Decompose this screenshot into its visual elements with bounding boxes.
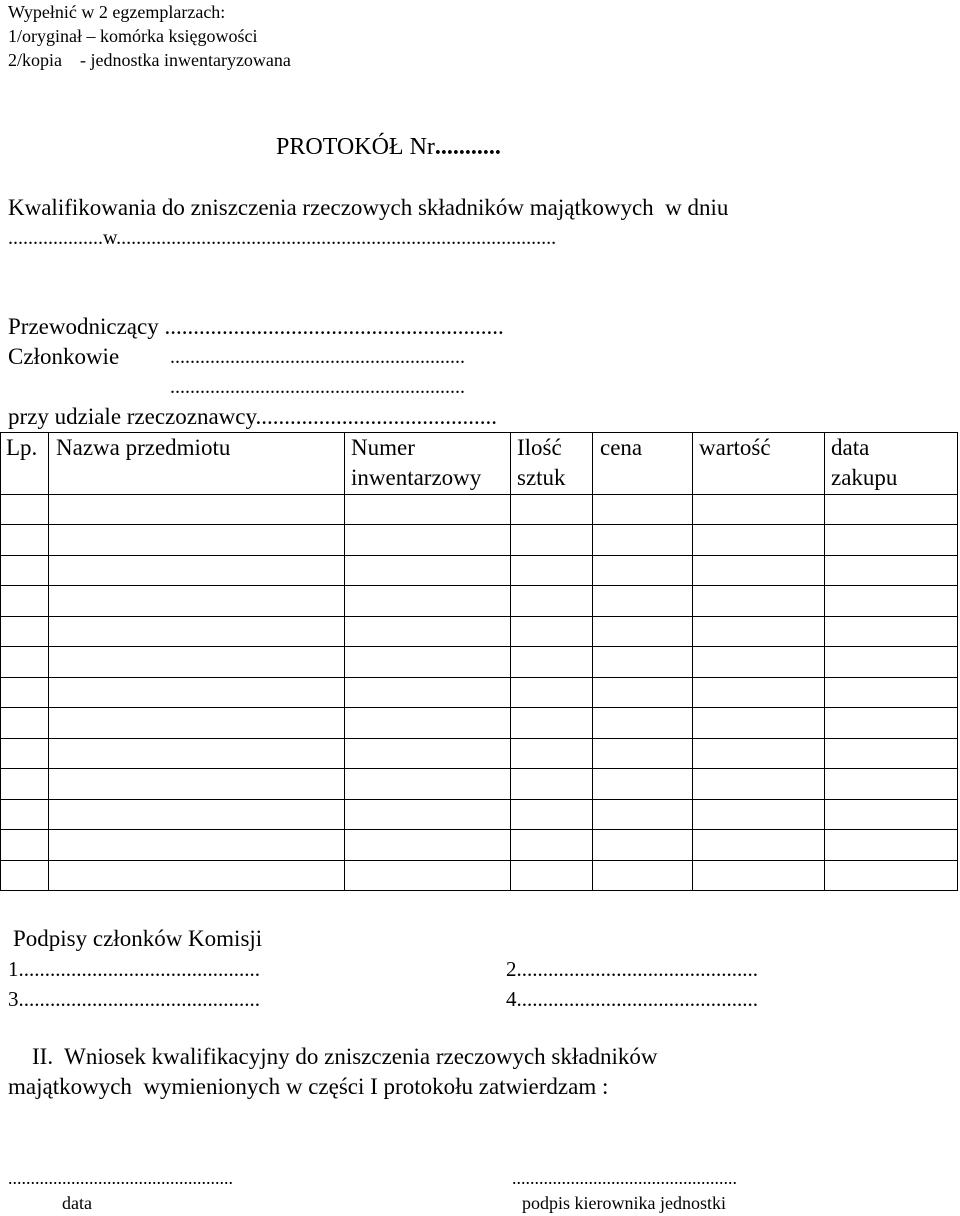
signature-2: 2.............................................. xyxy=(506,957,758,981)
table-col-divider xyxy=(344,432,345,891)
table-col-divider xyxy=(592,432,593,891)
chairman-line: Przewodniczący ........................................................... xyxy=(8,314,504,339)
title-label: PROTOKÓŁ Nr xyxy=(276,134,435,160)
table-row-divider xyxy=(0,555,958,556)
table-row-divider xyxy=(0,860,958,861)
header-item-name: Nazwa przedmiotu xyxy=(56,435,231,460)
approval-line2: majątkowych wymienionych w części I protokołu zatwierdzam : xyxy=(8,1074,609,1099)
table-border-right xyxy=(957,432,958,891)
table-col-divider xyxy=(692,432,693,891)
table-row-divider xyxy=(0,677,958,678)
items-table xyxy=(0,432,958,891)
header-lp: Lp. xyxy=(6,435,38,460)
date-label: data xyxy=(62,1193,92,1213)
header-note-line2: 1/oryginał – komórka księgowości xyxy=(8,26,258,46)
table-col-divider xyxy=(48,432,49,891)
signature-3: 3.............................................. xyxy=(8,987,260,1011)
page-title xyxy=(276,134,501,161)
table-row-divider xyxy=(0,646,958,647)
table-col-divider xyxy=(510,432,511,891)
header-inventory-number-line2: inwentarzowy xyxy=(351,465,482,490)
header-inventory-number-line1: Numer xyxy=(351,435,415,460)
header-purchase-date-line1: data xyxy=(831,435,870,460)
table-row-divider xyxy=(0,585,958,586)
header-purchase-date-line2: zakupu xyxy=(831,465,898,490)
date-signature-dots: .................................................. xyxy=(8,1168,233,1188)
head-signature-dots: .................................................. xyxy=(512,1168,737,1188)
table-row-divider xyxy=(0,829,958,830)
table-col-divider xyxy=(824,432,825,891)
members-dots-2: ........................................................... xyxy=(170,376,465,398)
signature-4: 4.............................................. xyxy=(506,987,758,1011)
table-row-divider xyxy=(0,616,958,617)
table-header-divider xyxy=(0,494,958,495)
table-row-divider xyxy=(0,524,958,525)
header-price: cena xyxy=(600,435,643,460)
header-quantity-line1: Ilość xyxy=(517,435,562,460)
head-signature-label: podpis kierownika jednostki xyxy=(522,1193,726,1213)
subtitle-line1: Kwalifikowania do zniszczenia rzeczowych składników majątkowych w dniu xyxy=(8,195,729,220)
header-value: wartość xyxy=(699,435,771,460)
expert-line: przy udziale rzeczoznawcy.......................................... xyxy=(8,404,498,429)
signature-1: 1.............................................. xyxy=(8,957,260,981)
table-border-left xyxy=(0,432,1,891)
header-note-line1: Wypełnić w 2 egzemplarzach: xyxy=(8,2,226,22)
signatures-title: Podpisy członków Komisji xyxy=(13,926,263,951)
members-dots-1: ........................................................... xyxy=(170,346,465,368)
table-row-divider xyxy=(0,799,958,800)
approval-line1: II. Wniosek kwalifikacyjny do zniszczenia rzeczowych składników xyxy=(32,1044,658,1069)
table-row-divider xyxy=(0,707,958,708)
header-quantity-line2: sztuk xyxy=(517,465,566,490)
table-border-bottom xyxy=(0,890,958,891)
table-row-divider xyxy=(0,738,958,739)
title-dots: ........... xyxy=(434,134,501,160)
members-label: Członkowie xyxy=(8,344,120,369)
subtitle-line2: ...................w........................................................................................ xyxy=(8,227,557,249)
table-row-divider xyxy=(0,768,958,769)
header-note-line3: 2/kopia - jednostka inwentaryzowana xyxy=(8,50,291,70)
